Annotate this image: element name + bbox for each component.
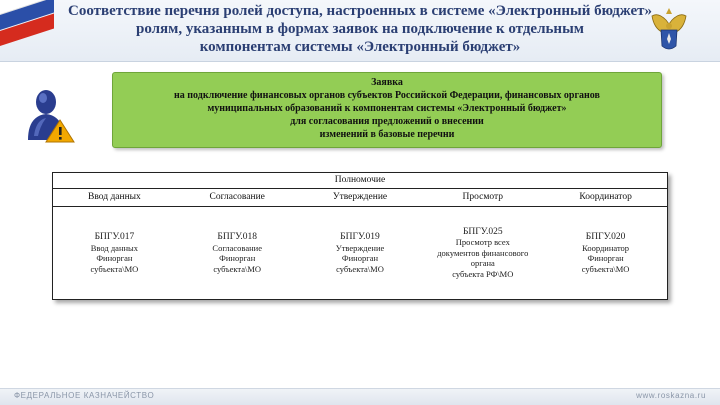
user-warning-icon [22, 86, 78, 144]
role-code: БПГУ.018 [217, 232, 257, 242]
table-cell [176, 207, 299, 299]
table-cell [544, 207, 667, 299]
page-title [60, 2, 660, 56]
russian-flag-icon [0, 0, 54, 46]
cell-text: субъекта\МО [213, 263, 262, 274]
cell-text: субъекта\МО [336, 263, 384, 274]
title-line: Соответствие перечня ролей доступа, настроенных в системе «Электронный бюджет» [68, 3, 652, 19]
permissions-table [52, 172, 668, 300]
cell-text: Финорган [341, 253, 379, 263]
cell-text: Координатор [582, 242, 630, 253]
column-header: Координатор [579, 192, 632, 202]
table-title: Полномочие [53, 173, 667, 189]
cell-text: органа [470, 258, 495, 269]
table-header-row [53, 189, 667, 207]
cell-text: Финорган [587, 253, 624, 263]
role-code: БПГУ.017 [94, 232, 135, 242]
cell-text: Утверждение [335, 242, 385, 253]
cell-text: субъекта\МО [581, 263, 630, 274]
request-line: на подключение финансовых органов субъектов Российской Федерации, финансовых органов [174, 90, 600, 101]
table-cell [299, 207, 422, 299]
column-header: Утверждение [332, 192, 388, 202]
cell-text: документов финансового [437, 247, 529, 258]
request-line: для согласования предложений о внесении [290, 116, 484, 127]
header-bar [0, 0, 720, 62]
cell-text: Согласование [212, 242, 262, 253]
footer-organization: ФЕДЕРАЛЬНОЕ КАЗНАЧЕЙСТВО [14, 391, 155, 400]
cell-text: Просмотр всех [455, 237, 510, 248]
request-line: Заявка [371, 77, 403, 88]
table-row [53, 207, 667, 299]
footer-bar [0, 388, 720, 405]
footer-website-link[interactable]: www.roskazna.ru [636, 391, 706, 400]
cell-text: Ввод данных [90, 242, 139, 253]
cell-text: Финорган [96, 253, 133, 263]
column-header: Согласование [209, 192, 265, 202]
role-code: БПГУ.019 [340, 232, 380, 242]
table-cell [421, 207, 544, 299]
column-header: Ввод данных [88, 192, 141, 202]
title-line: ролям, указанным в формах заявок на подключение к отдельным [135, 21, 585, 37]
role-code: БПГУ.025 [462, 226, 503, 237]
table-cell [53, 207, 176, 299]
title-line: компонентам системы «Электронный бюджет» [199, 39, 521, 55]
treasury-emblem-icon [648, 6, 690, 54]
cell-text: субъекта\МО [90, 263, 139, 274]
request-box [112, 72, 662, 148]
role-code: БПГУ.020 [585, 232, 626, 242]
column-header: Просмотр [462, 192, 504, 202]
cell-text: Финорган [219, 253, 256, 263]
cell-text: субъекта РФ\МО [452, 268, 514, 279]
request-line: муниципальных образований к компонентам системы «Электронный бюджет» [207, 103, 567, 114]
request-line: изменений в базовые перечни [319, 129, 455, 140]
